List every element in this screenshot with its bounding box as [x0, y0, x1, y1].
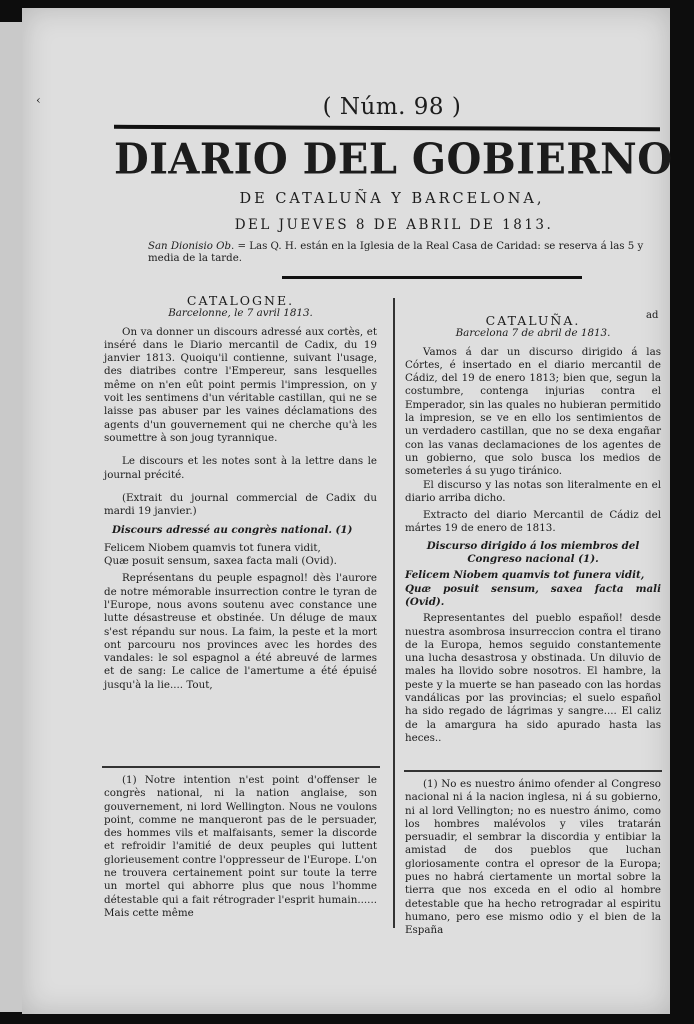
margin-mark: ‹ — [36, 93, 41, 107]
spanish-heading: CATALUÑA. — [485, 313, 581, 328]
issue-date: DEL JUEVES 8 DE ABRIL DE 1813. — [234, 217, 554, 233]
french-quote-line-1: Felicem Niobem quamvis tot funera vidit, — [104, 541, 321, 554]
notice-text: = Las Q. H. están en la Iglesia de la Real Casa de Caridad: se reserva á las 5 y media de la tarde. — [148, 241, 644, 264]
french-address-paragraph: Représentans du peuple espagnol! dès l'aurore de notre mémorable insurrection contre le tyran de l'Europe, nous avons soutenu avec constance une lutte désastreuse et obstinée. Un déluge de maux s'est répandu sur nous. La faim, la peste et la mort ont parcouru nos provinces avec les hordes des vandales: le sol espagnol a été abreuvé de larmes et de sang: Le calice de l'amertume a été épuisé jusqu'à la lie.... Tout, — [104, 572, 377, 691]
spanish-quote-line-1: Felicem Niobem quamvis tot funera vidit, — [405, 569, 645, 582]
newspaper-page — [22, 8, 673, 1014]
saint-name: San Dionisio Ob. — [148, 241, 235, 252]
newspaper-title: DIARIO DEL GOBIERNO — [114, 134, 673, 185]
french-column — [104, 294, 377, 692]
newspaper-subtitle: DE CATALUÑA Y BARCELONA, — [239, 191, 545, 207]
french-notes-paragraph: Le discours et les notes sont à la lettre dans le journal précité. — [104, 455, 377, 481]
spanish-footnote-text: (1) No es nuestro ánimo ofender al Congreso nacional ni á la nacion inglesa, ni á su gobierno, ni al lord Vellington; no es nuestro ánimo, como los hombres malévolos y viles tratarán persuadir, el sembrar la discordia y entibiar la amistad de dos pueblos que luchan gloriosamente contra el opresor de la Europa; pues no habrá ciertamente un mortal sobre la tierra que nos exceda en el odio al hombre detestable que ha hecho retrogradar al espiritu humano, pero ese mismo odio y el bien de la España — [405, 778, 661, 937]
spanish-extract-line: Extracto del diario Mercantil de Cádiz del mártes 19 de enero de 1813. — [405, 509, 661, 535]
page-mark: ad — [646, 310, 659, 321]
column-divider — [393, 298, 395, 928]
spanish-intro-paragraph: Vamos á dar un discurso dirigido á las Córtes, é insertado en el diario mercantil de Cádiz, del 19 de enero 1813; bien que, segun la costumbre, contenga injurias contra el Emperador, sin las quales no hubieran permitido la impresion, se ve en ello los sentimientos de un verdadero castillan, que no se dexa engañar con las vanas declamaciones de los agentes de un gobierno, que solo busca los medios de someterles á su yugo tiránico. — [405, 345, 661, 478]
french-discourse-title: Discours adressé au congrès national. (1) — [112, 524, 353, 537]
spanish-footnote-rule — [404, 770, 662, 772]
french-footnote-text: (1) Notre intention n'est point d'offenser le congrès national, ni la nation anglaise, son gouvernement, ni lord Wellington. Nous ne voulons point, comme ne manqueront pas de le persuader, des hommes vils et malfaisants, semer la discorde et refroidir l'amitié de deux peuples qui luttent glorieusement contre l'oppresseur de l'Europe. L'on ne trouvera certainement point sur toute la terre un mortel qui abhorre plus que nous l'homme détestable qui a fait rétrograder l'esprit humain...... Mais cette même — [104, 774, 377, 919]
masthead-top-rule — [114, 125, 660, 131]
masthead-bottom-rule — [282, 276, 582, 279]
spanish-column — [405, 314, 661, 745]
french-extract-line: (Extrait du journal commercial de Cadix du mardi 19 janvier.) — [104, 491, 377, 518]
spanish-notes-paragraph: El discurso y las notas son literalmente en el diario arriba dicho. — [405, 478, 661, 504]
previous-page-edge — [0, 22, 23, 1012]
spanish-discourse-title: Discurso dirigido á los miembros del Congreso nacional (1). — [426, 539, 640, 566]
spanish-footnote — [405, 778, 661, 938]
french-intro-paragraph: On va donner un discours adressé aux cortès, et inséré dans le Diario mercantil de Cadix, du 19 janvier 1813. Quoiqu'il contienne, suivant l'usage, des diatribes contre l'Empereur, sans lesquelles même on n'en eût point permis l'impression, on y voit les sentimens d'un véritable castillan, qui ne se laisse pas abuser par les vaines déclamations des agents d'un gouvernement qui ne cherche qu'à les soumettre à son joug tyrannique. — [104, 325, 377, 444]
spanish-address-paragraph: Representantes del pueblo español! desde nuestra asombrosa insurreccion contra el tirano de la Europa, hemos seguido constantemente una lucha desastrosa y obstinada. Un diluvio de males ha llovido sobre nosotros. El hambre, la peste y la muerte se han paseado con las hordas vandálicas por las provincias; el suelo español ha sido regado de lágrimas y sangre.... El caliz de la amargura ha sido apurado hasta las heces.. — [405, 612, 661, 744]
french-footnote — [104, 774, 377, 920]
french-footnote-rule — [102, 766, 380, 768]
spanish-dateline: Barcelona 7 de abril de 1813. — [455, 327, 611, 340]
issue-number: ( Núm. 98 ) — [322, 94, 462, 120]
french-quote-line-2: Quæ posuit sensum, saxea facta mali (Ovid). — [104, 555, 337, 568]
spanish-quote-line-2: Quæ posuit sensum, saxea facta mali (Ovid). — [405, 582, 661, 608]
french-heading: CATALOGNE. — [186, 293, 295, 308]
saint-notice — [148, 241, 660, 265]
french-dateline: Barcelonne, le 7 avril 1813. — [168, 307, 313, 320]
